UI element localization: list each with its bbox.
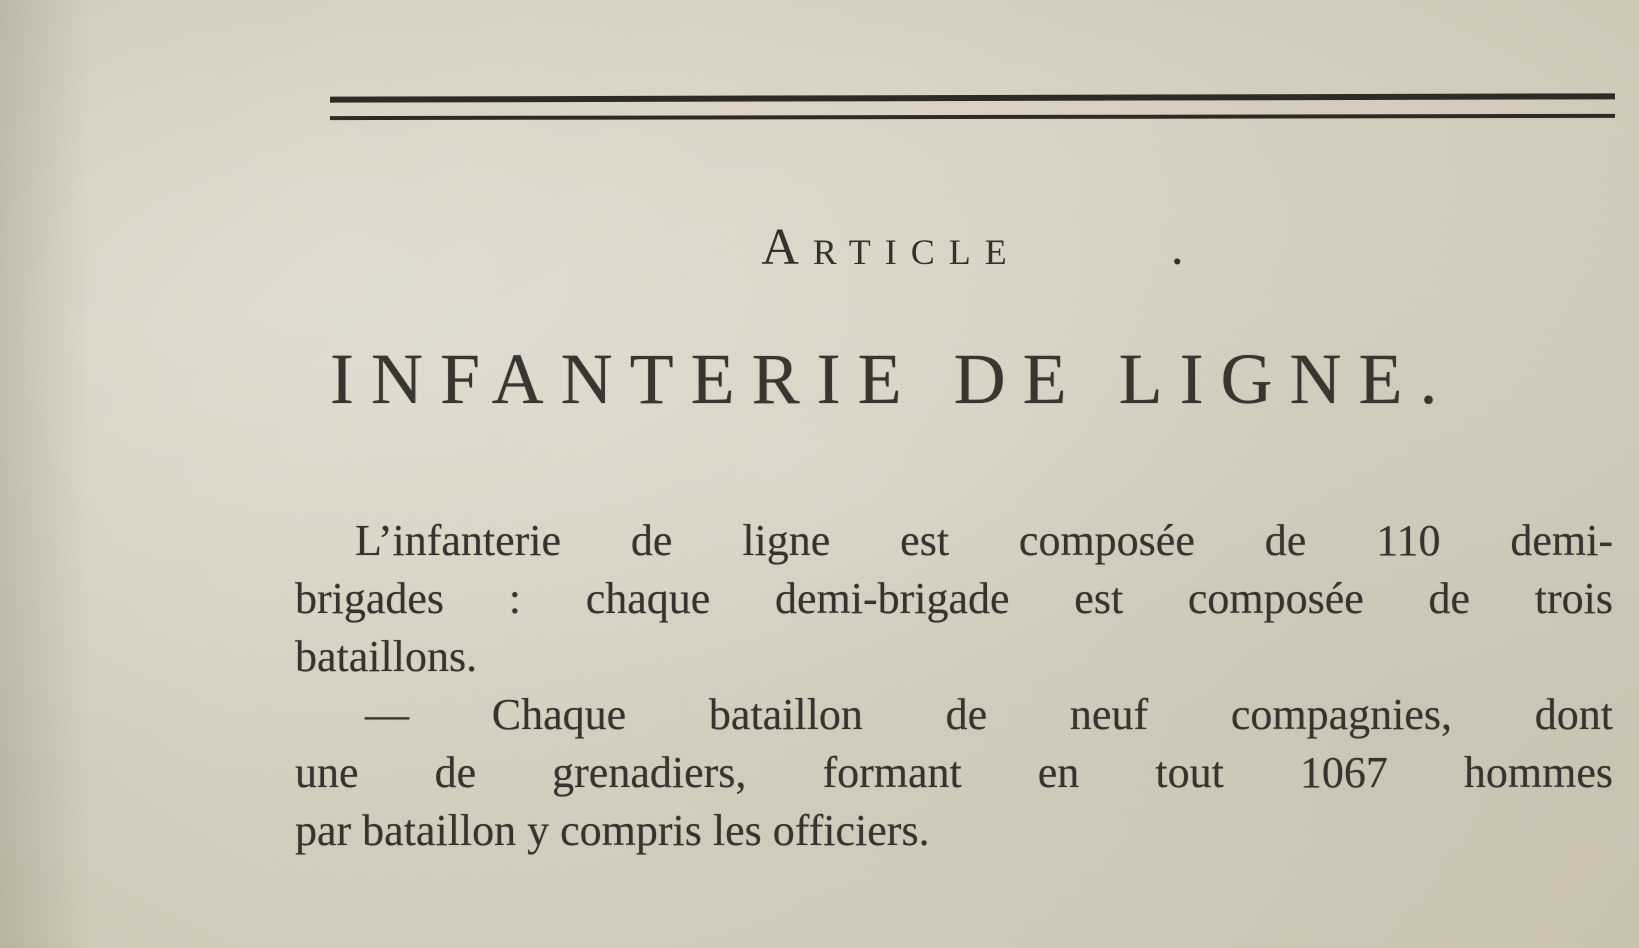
double-rule-top [330, 93, 1615, 102]
text-line: une de grenadiers, formant en tout 1067 hommes [295, 748, 1613, 797]
text-line: bataillons. [295, 632, 478, 681]
double-rule-bottom [330, 114, 1615, 120]
article-label: Article [761, 219, 1021, 276]
text-line: L’infanterie de ligne est composée de 110 demi- [355, 516, 1613, 565]
paragraph [295, 512, 1613, 686]
text-line: brigades : chaque demi-brigade est composée de trois [295, 574, 1613, 623]
article-heading [330, 218, 1615, 277]
paragraph [295, 686, 1613, 860]
article-period: . [1170, 219, 1184, 276]
text-line: — Chaque bataillon de neuf compagnies, dont [365, 690, 1613, 739]
section-title: INFANTERIE DE LIGNE. [330, 339, 1455, 419]
body-text [295, 512, 1613, 860]
text-line: par bataillon y compris les officiers. [295, 806, 930, 855]
